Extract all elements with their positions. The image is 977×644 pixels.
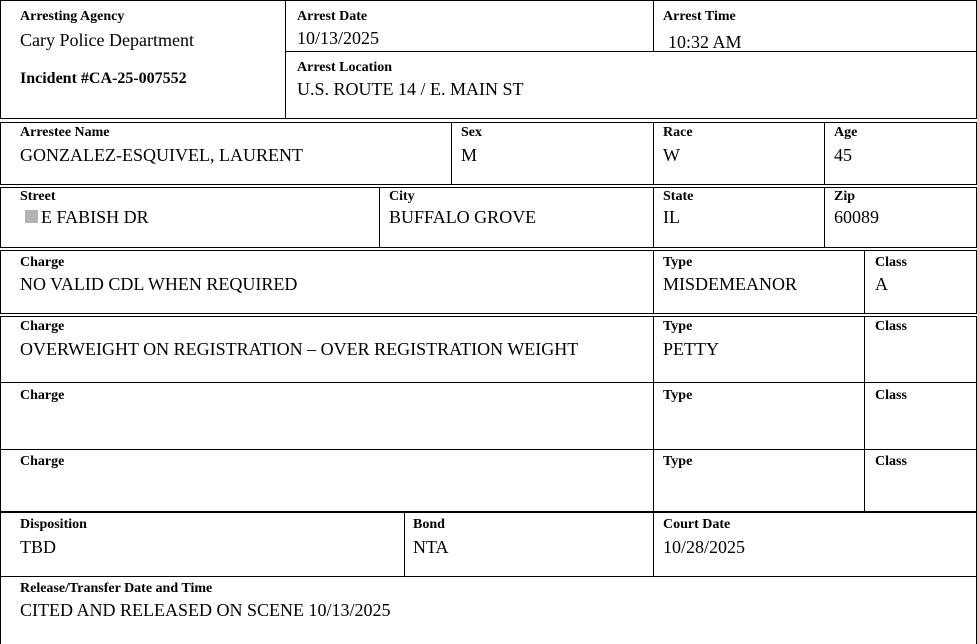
class-cell <box>864 382 977 450</box>
class-label: Class <box>875 319 907 334</box>
city-label: City <box>389 189 415 204</box>
zip-value: 60089 <box>834 207 879 227</box>
agency-value: Cary Police Department <box>20 30 194 50</box>
bond-label: Bond <box>413 517 445 532</box>
court-date-label: Court Date <box>663 517 731 532</box>
arrest-time-label: Arrest Time <box>663 9 736 24</box>
agency-label: Arresting Agency <box>20 9 125 24</box>
type-label: Type <box>663 388 693 403</box>
charge-label: Charge <box>20 388 65 403</box>
release-label: Release/Transfer Date and Time <box>20 581 213 596</box>
city-cell <box>379 187 654 248</box>
charge-cell <box>0 250 654 314</box>
class-label: Class <box>875 388 907 403</box>
arrest-location-cell <box>285 51 977 119</box>
state-label: State <box>663 189 694 204</box>
charge-label: Charge <box>20 454 65 469</box>
bond-value: NTA <box>413 537 449 557</box>
arrestee-name-cell <box>0 122 452 185</box>
type-cell <box>653 449 865 512</box>
arrest-location-label: Arrest Location <box>297 60 392 75</box>
disposition-label: Disposition <box>20 517 87 532</box>
city-value: BUFFALO GROVE <box>389 207 537 227</box>
court-date-cell <box>653 512 977 577</box>
charge-label: Charge <box>20 255 65 270</box>
arrest-date-cell <box>285 0 654 52</box>
class-cell <box>864 316 977 383</box>
zip-label: Zip <box>834 189 856 204</box>
sex-cell <box>451 122 654 185</box>
charge-cell <box>0 382 654 450</box>
redaction-block <box>25 210 38 223</box>
class-cell <box>864 449 977 512</box>
charge-label: Charge <box>20 319 65 334</box>
age-value: 45 <box>834 145 852 165</box>
type-value: MISDEMEANOR <box>663 274 798 294</box>
arrestee-name-label: Arrestee Name <box>20 125 110 140</box>
sex-label: Sex <box>461 125 482 140</box>
arrest-time-cell <box>653 0 977 52</box>
type-cell <box>653 250 865 314</box>
charge-cell <box>0 449 654 512</box>
type-value: PETTY <box>663 339 719 359</box>
age-cell <box>824 122 977 185</box>
release-value: CITED AND RELEASED ON SCENE 10/13/2025 <box>20 600 391 620</box>
class-cell <box>864 250 977 314</box>
race-cell <box>653 122 825 185</box>
incident-number: Incident #CA-25-007552 <box>20 70 187 87</box>
arrest-date-label: Arrest Date <box>297 9 368 24</box>
state-cell <box>653 187 825 248</box>
arrestee-name-value: GONZALEZ-ESQUIVEL, LAURENT <box>20 145 303 165</box>
arrest-location-value: U.S. ROUTE 14 / E. MAIN ST <box>297 79 524 99</box>
type-label: Type <box>663 255 693 270</box>
agency-cell <box>0 0 286 119</box>
disposition-cell <box>0 512 405 577</box>
class-label: Class <box>875 255 907 270</box>
race-value: W <box>663 145 680 165</box>
charge-cell <box>0 316 654 383</box>
street-label: Street <box>20 189 56 204</box>
type-cell <box>653 316 865 383</box>
race-label: Race <box>663 125 693 140</box>
charge-value: OVERWEIGHT ON REGISTRATION – OVER REGISTRATION WEIGHT <box>20 339 579 359</box>
type-cell <box>653 382 865 450</box>
arrest-time-value: 10:32 AM <box>668 32 742 52</box>
arrest-date-value: 10/13/2025 <box>297 28 380 48</box>
charge-value: NO VALID CDL WHEN REQUIRED <box>20 274 298 294</box>
state-value: IL <box>663 207 680 227</box>
zip-cell <box>824 187 977 248</box>
disposition-value: TBD <box>20 537 56 557</box>
class-label: Class <box>875 454 907 469</box>
type-label: Type <box>663 454 693 469</box>
class-value: A <box>875 274 888 294</box>
age-label: Age <box>834 125 858 140</box>
court-date-value: 10/28/2025 <box>663 537 746 557</box>
bond-cell <box>404 512 654 577</box>
sex-value: M <box>461 145 478 165</box>
type-label: Type <box>663 319 693 334</box>
street-cell <box>0 187 380 248</box>
street-value: E FABISH DR <box>41 207 149 227</box>
release-cell <box>0 576 977 644</box>
